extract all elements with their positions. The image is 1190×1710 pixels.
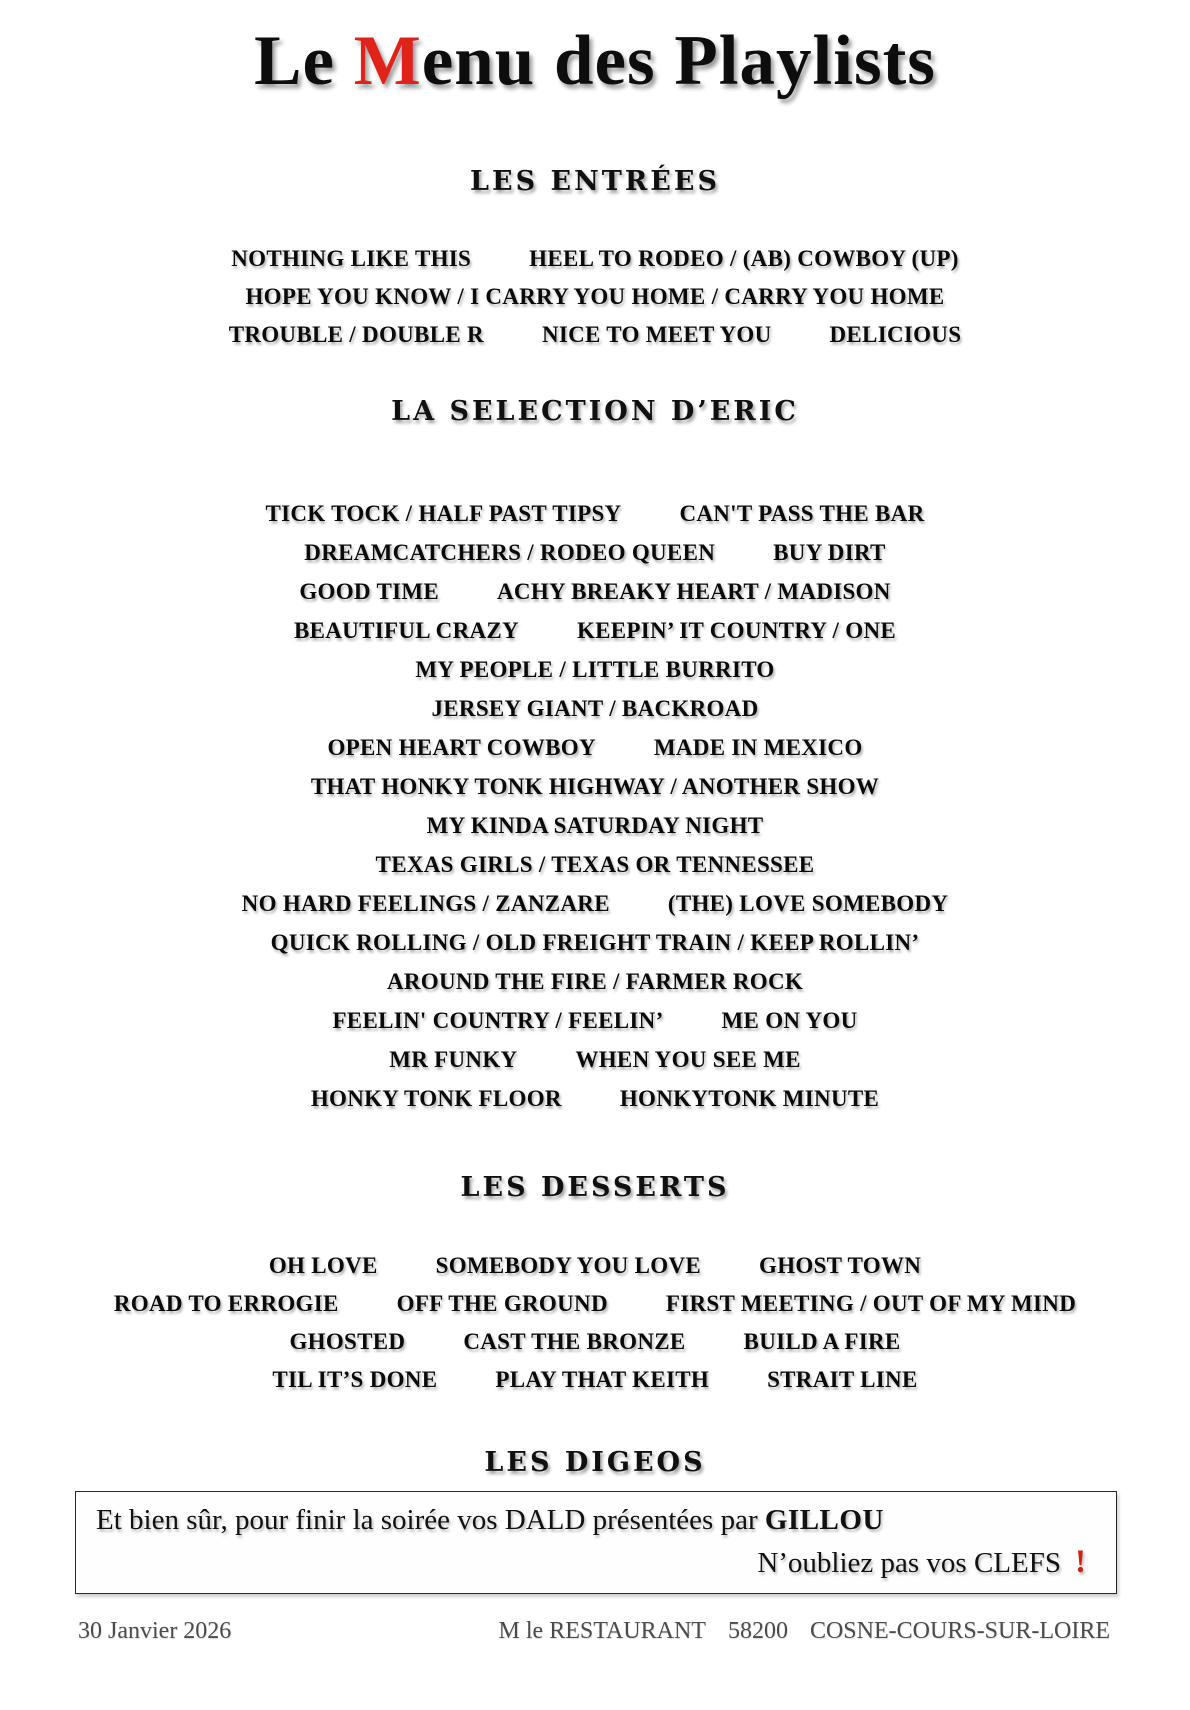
playlist-line xyxy=(0,240,1190,278)
playlist-item: MADE IN MEXICO xyxy=(653,734,863,760)
dj-name: GILLOU xyxy=(764,1504,884,1536)
playlist-line xyxy=(0,316,1190,354)
section-header-selection-eric: LA SELECTION D’ERIC xyxy=(391,396,799,427)
playlist-item: SOMEBODY YOU LOVE xyxy=(435,1253,702,1278)
playlist-item: AROUND THE FIRE / FARMER ROCK xyxy=(386,968,804,994)
digeos-note-box xyxy=(75,1491,1117,1594)
playlist-item: NO HARD FEELINGS / ZANZARE xyxy=(241,890,610,916)
playlist-line xyxy=(0,1040,1190,1079)
playlist-item: QUICK ROLLING / OLD FREIGHT TRAIN / KEEP ROLLIN’ xyxy=(270,929,920,955)
playlist-item: OH LOVE xyxy=(268,1253,378,1278)
playlist-lines-selection-eric xyxy=(0,494,1190,1118)
note-line-1-text: Et bien sûr, pour finir la soirée vos DALD présentées par xyxy=(96,1504,758,1536)
section-header-digeos: LES DIGEOS xyxy=(484,1447,706,1478)
title-prefix: Le xyxy=(254,22,354,100)
exclamation-mark: ! xyxy=(1075,1544,1086,1580)
playlist-item: TICK TOCK / HALF PAST TIPSY xyxy=(265,500,622,526)
playlist-item: HONKYTONK MINUTE xyxy=(619,1085,880,1111)
playlist-line xyxy=(0,884,1190,923)
playlist-item: JERSEY GIANT / BACKROAD xyxy=(431,695,759,721)
playlist-item: TIL IT’S DONE xyxy=(272,1367,438,1392)
playlist-line xyxy=(0,1361,1190,1399)
playlist-item: TROUBLE / DOUBLE R xyxy=(228,322,484,347)
playlist-item: ROAD TO ERROGIE xyxy=(113,1291,339,1316)
playlist-item: BUILD A FIRE xyxy=(743,1329,901,1354)
playlist-item: HONKY TONK FLOOR xyxy=(310,1085,562,1111)
playlist-line xyxy=(0,278,1190,316)
playlist-line xyxy=(0,650,1190,689)
playlist-line xyxy=(0,728,1190,767)
playlist-line xyxy=(0,689,1190,728)
page-footer xyxy=(0,1618,1190,1645)
playlist-lines-entrees xyxy=(0,240,1190,354)
playlist-lines-desserts xyxy=(0,1247,1190,1399)
section-entrees xyxy=(0,168,1190,354)
footer-postcode: 58200 xyxy=(727,1618,788,1644)
playlist-item: MR FUNKY xyxy=(389,1046,518,1072)
section-header-entrees: LES ENTRÉES xyxy=(470,166,720,197)
playlist-item: DREAMCATCHERS / RODEO QUEEN xyxy=(304,539,716,565)
playlist-item: ME ON YOU xyxy=(721,1007,858,1033)
playlist-item: BEAUTIFUL CRAZY xyxy=(293,617,519,643)
note-line-1 xyxy=(96,1504,1090,1537)
note-line-2-text: N’oubliez pas vos CLEFS xyxy=(757,1547,1061,1579)
playlist-item: FEELIN' COUNTRY / FEELIN’ xyxy=(332,1007,664,1033)
playlist-item: NOTHING LIKE THIS xyxy=(231,246,472,271)
playlist-item: MY PEOPLE / LITTLE BURRITO xyxy=(415,656,775,682)
playlist-line xyxy=(0,1001,1190,1040)
note-line-2 xyxy=(96,1544,1090,1593)
playlist-item: TEXAS GIRLS / TEXAS OR TENNESSEE xyxy=(375,851,815,877)
footer-date: 30 Janvier 2026 xyxy=(78,1618,232,1644)
playlist-item: GOOD TIME xyxy=(299,578,439,604)
playlist-item: (THE) LOVE SOMEBODY xyxy=(667,890,949,916)
playlist-line xyxy=(0,806,1190,845)
playlist-line xyxy=(0,845,1190,884)
playlist-line xyxy=(0,611,1190,650)
title-rest: enu des Playlists xyxy=(421,22,936,100)
playlist-item: THAT HONKY TONK HIGHWAY / ANOTHER SHOW xyxy=(310,773,880,799)
playlist-line xyxy=(0,533,1190,572)
playlist-item: ACHY BREAKY HEART / MADISON xyxy=(497,578,891,604)
footer-city: COSNE-COURS-SUR-LOIRE xyxy=(809,1618,1110,1644)
footer-venue: M le RESTAURANT xyxy=(498,1618,706,1644)
playlist-item: CAN'T PASS THE BAR xyxy=(679,500,925,526)
playlist-line xyxy=(0,572,1190,611)
playlist-line xyxy=(0,1247,1190,1285)
playlist-item: HEEL TO RODEO / (AB) COWBOY (UP) xyxy=(529,246,959,271)
playlist-item: GHOSTED xyxy=(289,1329,406,1354)
footer-venue-group xyxy=(499,1618,1110,1645)
playlist-line xyxy=(0,767,1190,806)
playlist-item: HOPE YOU KNOW / I CARRY YOU HOME / CARRY YOU HOME xyxy=(245,284,945,309)
playlist-item: OFF THE GROUND xyxy=(396,1291,608,1316)
menu-page xyxy=(0,22,1190,1710)
section-header-desserts: LES DESSERTS xyxy=(460,1172,730,1203)
playlist-item: DELICIOUS xyxy=(829,322,962,347)
playlist-line xyxy=(0,1079,1190,1118)
title-highlight-letter: M xyxy=(353,22,422,100)
playlist-item: STRAIT LINE xyxy=(767,1367,918,1392)
playlist-item: CAST THE BRONZE xyxy=(463,1329,686,1354)
playlist-item: BUY DIRT xyxy=(773,539,886,565)
playlist-line xyxy=(0,923,1190,962)
section-selection-eric xyxy=(0,398,1190,1118)
playlist-item: PLAY THAT KEITH xyxy=(495,1367,710,1392)
playlist-item: WHEN YOU SEE ME xyxy=(575,1046,801,1072)
page-title xyxy=(0,22,1190,100)
playlist-item: MY KINDA SATURDAY NIGHT xyxy=(426,812,764,838)
playlist-line xyxy=(0,1323,1190,1361)
playlist-line xyxy=(0,962,1190,1001)
playlist-line xyxy=(0,1285,1190,1323)
section-desserts xyxy=(0,1174,1190,1399)
playlist-item: FIRST MEETING / OUT OF MY MIND xyxy=(665,1291,1077,1316)
playlist-item: KEEPIN’ IT COUNTRY / ONE xyxy=(576,617,897,643)
playlist-item: OPEN HEART COWBOY xyxy=(327,734,596,760)
playlist-item: GHOST TOWN xyxy=(759,1253,922,1278)
playlist-item: NICE TO MEET YOU xyxy=(541,322,772,347)
playlist-line xyxy=(0,494,1190,533)
